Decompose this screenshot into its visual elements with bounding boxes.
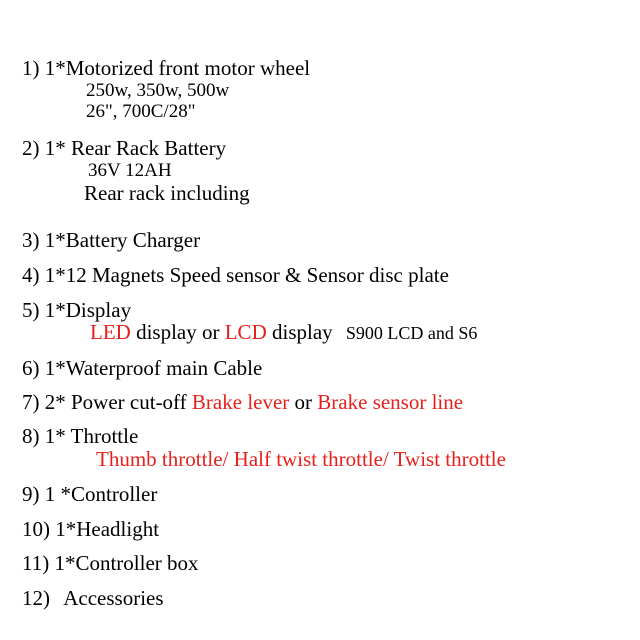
list-item bbox=[22, 356, 262, 380]
led-label: LED bbox=[90, 320, 131, 344]
item-number: 7) bbox=[22, 390, 40, 414]
item-number: 6) bbox=[22, 356, 40, 380]
throttle-options: Thumb throttle/ Half twist throttle/ Twist throttle bbox=[96, 447, 506, 471]
list-item bbox=[22, 298, 131, 322]
item-detail: 250w, 350w, 500w bbox=[86, 80, 230, 101]
item-number: 12) bbox=[22, 586, 50, 610]
item-title: Accessories bbox=[63, 586, 164, 610]
item-title: 1* Throttle bbox=[44, 424, 139, 448]
brake-lever-label: Brake lever bbox=[191, 390, 290, 414]
lcd-label: LCD bbox=[224, 320, 267, 344]
item-title: 1*Battery Charger bbox=[44, 228, 201, 252]
list-item bbox=[22, 424, 138, 448]
item-number: 2) bbox=[22, 136, 40, 160]
item-title: 1*Headlight bbox=[55, 517, 160, 541]
item-title: 1*Motorized front motor wheel bbox=[44, 56, 311, 80]
list-item bbox=[22, 263, 449, 287]
list-item bbox=[22, 228, 200, 252]
item-number: 10) bbox=[22, 517, 50, 541]
list-item bbox=[22, 517, 159, 541]
list-item bbox=[22, 586, 164, 610]
list-item bbox=[22, 56, 310, 80]
item-detail: Rear rack including bbox=[84, 181, 250, 205]
display-text: display bbox=[266, 320, 333, 344]
display-or-text: display or bbox=[130, 320, 225, 344]
item-title: 1 *Controller bbox=[44, 482, 158, 506]
brake-sensor-label: Brake sensor line bbox=[317, 390, 464, 414]
item-title: 1*12 Magnets Speed sensor & Sensor disc plate bbox=[44, 263, 449, 287]
item-title: 1*Waterproof main Cable bbox=[44, 356, 263, 380]
item-detail: 36V 12AH bbox=[88, 160, 172, 181]
item-number: 4) bbox=[22, 263, 40, 287]
display-models: S900 LCD and S6 bbox=[345, 323, 478, 343]
list-item bbox=[22, 551, 199, 575]
item-title: 1* Rear Rack Battery bbox=[44, 136, 227, 160]
item-number: 1) bbox=[22, 56, 40, 80]
list-item bbox=[22, 390, 463, 414]
item-number: 11) bbox=[22, 551, 50, 575]
or-text: or bbox=[289, 390, 318, 414]
item-number: 9) bbox=[22, 482, 40, 506]
item-number: 3) bbox=[22, 228, 40, 252]
item-number: 5) bbox=[22, 298, 40, 322]
item-title: 1*Display bbox=[44, 298, 132, 322]
item-title: 2* Power cut-off bbox=[44, 390, 192, 414]
item-title: 1*Controller box bbox=[54, 551, 199, 575]
list-item bbox=[22, 136, 226, 160]
item-detail bbox=[90, 320, 477, 345]
item-detail: 26", 700C/28" bbox=[86, 101, 196, 122]
item-number: 8) bbox=[22, 424, 40, 448]
list-item bbox=[22, 482, 157, 506]
